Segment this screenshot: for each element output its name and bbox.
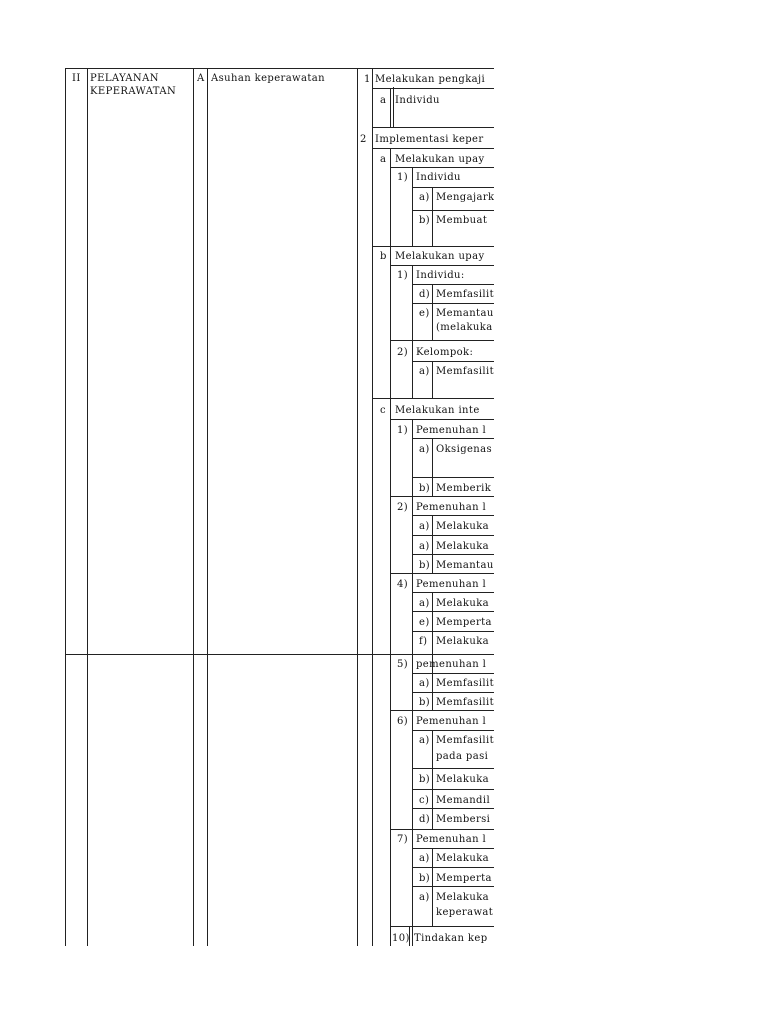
table-cell-text: Melakuka: [436, 636, 490, 647]
grid-line: [412, 361, 494, 362]
table-cell-text: Melakuka: [436, 853, 490, 864]
table-cell-text: Memfasilit: [436, 289, 494, 300]
grid-line: [372, 148, 494, 149]
grid-line: [390, 573, 494, 574]
table-cell-text: Kelompok:: [416, 347, 474, 358]
grid-line: [390, 340, 494, 341]
table-cell-text: Melakuka: [436, 774, 490, 785]
table-cell-text: Melakuka: [436, 598, 490, 609]
table-cell-text: Membuat: [436, 215, 488, 226]
grid-line: [432, 515, 433, 573]
table-cell-text: b: [380, 251, 387, 262]
table-cell-text: 1: [364, 74, 371, 85]
table-cell-text: Memberik: [436, 483, 492, 494]
table-cell-text: Memantau: [436, 560, 494, 571]
table-cell-text: d): [419, 814, 431, 825]
grid-line: [372, 246, 494, 247]
grid-line: [372, 398, 494, 399]
grid-line: [412, 673, 494, 674]
grid-line: [393, 87, 394, 127]
grid-line: [432, 361, 433, 398]
table-cell-text: 1): [397, 172, 409, 183]
grid-line: [412, 730, 494, 731]
table-cell-text: Memperta: [436, 617, 492, 628]
grid-line: [432, 592, 433, 654]
grid-line: [412, 848, 494, 849]
table-cell-text: Tindakan kep: [414, 933, 488, 944]
table-cell-text: 4): [397, 579, 409, 590]
grid-line: [390, 167, 494, 168]
table-cell-text: b): [419, 873, 431, 884]
table-cell-text: Memperta: [436, 873, 492, 884]
grid-line: [412, 438, 494, 439]
table-cell-text: a): [419, 678, 430, 689]
table-cell-text: 1): [397, 425, 409, 436]
grid-line: [390, 829, 494, 830]
table-cell-text: Melakukan upay: [395, 154, 485, 165]
grid-line: [193, 68, 194, 946]
grid-line: [65, 654, 372, 655]
table-cell-text: b): [419, 774, 431, 785]
grid-line: [390, 419, 494, 420]
table-cell-text: a): [419, 892, 430, 903]
grid-line: [207, 68, 208, 946]
grid-line: [412, 210, 494, 211]
grid-line: [432, 848, 433, 926]
table-cell-text: e): [419, 617, 430, 628]
table-cell-text: 2): [397, 347, 409, 358]
grid-line: [412, 592, 494, 593]
table-cell-text: Individu: [416, 172, 461, 183]
table-cell-text: Pemenuhan l: [416, 834, 487, 845]
table-cell-text: Memantau: [436, 308, 494, 319]
grid-line: [390, 148, 391, 246]
table-cell-text: Melakuka: [436, 541, 490, 552]
table-cell-text: 7): [397, 834, 409, 845]
grid-line: [432, 730, 433, 829]
grid-line: [412, 808, 494, 809]
grid-line: [412, 187, 494, 188]
table-cell-text: 6): [397, 716, 409, 727]
grid-line: [390, 710, 494, 711]
grid-line: [412, 535, 494, 536]
grid-line: [65, 68, 66, 946]
table-cell-text: pemenuhan l: [416, 659, 487, 670]
grid-line: [372, 88, 494, 89]
table-cell-text: Individu: [395, 95, 440, 106]
table-cell-text: b): [419, 483, 431, 494]
section-title-line2: KEPERAWATAN: [90, 86, 177, 97]
grid-line: [390, 246, 391, 398]
table-cell-text: c: [380, 405, 387, 416]
table-cell-text: pada pasi: [436, 751, 489, 762]
grid-line: [390, 654, 391, 946]
grid-line: [432, 187, 433, 246]
grid-line: [412, 303, 494, 304]
table-cell-text: a): [419, 853, 430, 864]
table-cell-text: f): [419, 636, 428, 647]
grid-line: [390, 496, 494, 497]
grid-line: [412, 867, 494, 868]
table-cell-text: 10): [392, 933, 410, 944]
table-cell-text: 2): [397, 502, 409, 513]
table-cell-text: (melakuka: [436, 322, 493, 333]
roman-number: II: [72, 73, 81, 84]
table-cell-text: Memfasilit: [436, 697, 494, 708]
table-cell-text: Melakuka: [436, 521, 490, 532]
table-cell-text: Pemenuhan l: [416, 716, 487, 727]
table-cell-text: Melakuka: [436, 892, 490, 903]
table-cell-text: b): [419, 697, 431, 708]
grid-line: [412, 284, 494, 285]
table-cell-text: e): [419, 308, 430, 319]
grid-line: [372, 127, 494, 128]
table-cell-text: Pemenuhan l: [416, 579, 487, 590]
table-cell-text: Pemenuhan l: [416, 502, 487, 513]
table-cell-text: Pemenuhan l: [416, 425, 487, 436]
table-cell-text: a): [419, 192, 430, 203]
grid-line: [412, 789, 494, 790]
grid-line: [412, 886, 494, 887]
grid-line: [390, 926, 494, 927]
table-cell-text: 2: [360, 134, 367, 145]
table-cell-text: keperawat: [436, 907, 494, 918]
grid-line: [412, 515, 494, 516]
table-cell-text: Memandil: [436, 795, 491, 806]
grid-line: [412, 554, 494, 555]
section-title-line1: PELAYANAN: [90, 73, 159, 84]
table-cell-text: Memfasilit: [436, 678, 494, 689]
table-cell-text: Implementasi keper: [375, 134, 484, 145]
grid-line: [432, 438, 433, 496]
table-cell-text: Memfasilit: [436, 366, 494, 377]
subsection-title: Asuhan keperawatan: [211, 73, 325, 84]
table-cell-text: Memfasilit: [436, 735, 494, 746]
grid-line: [390, 398, 391, 654]
grid-line: [412, 611, 494, 612]
table-cell-text: b): [419, 560, 431, 571]
table-cell-text: Melakukan inte: [395, 405, 480, 416]
table-cell-text: 5): [397, 659, 409, 670]
table-cell-text: Melakukan upay: [395, 251, 485, 262]
grid-line: [412, 419, 413, 654]
table-cell-text: Individu:: [416, 270, 465, 281]
table-cell-text: a: [380, 95, 387, 106]
grid-line: [65, 68, 494, 69]
grid-line: [412, 654, 413, 946]
grid-line: [412, 692, 494, 693]
table-cell-text: Oksigenas: [436, 444, 493, 455]
grid-line: [87, 68, 88, 946]
table-cell-text: a): [419, 541, 430, 552]
grid-line: [372, 68, 373, 946]
grid-line: [390, 265, 494, 266]
table-cell-text: a: [380, 154, 387, 165]
grid-line: [412, 167, 413, 246]
table-cell-text: a): [419, 735, 430, 746]
grid-line: [357, 68, 358, 946]
table-cell-text: a): [419, 598, 430, 609]
table-cell-text: d): [419, 289, 431, 300]
grid-line: [390, 88, 391, 127]
subsection-letter: A: [197, 73, 205, 84]
grid-line: [412, 631, 494, 632]
table-cell-text: 1): [397, 270, 409, 281]
grid-line: [412, 768, 494, 769]
table-cell-text: a): [419, 521, 430, 532]
grid-line: [432, 284, 433, 340]
table-cell-text: Mengajark: [436, 192, 494, 203]
table-cell-text: Membersi: [436, 814, 491, 825]
table-cell-text: a): [419, 366, 430, 377]
table-cell-text: c): [419, 795, 430, 806]
table-cell-text: Melakukan pengkaji: [375, 74, 486, 85]
table-cell-text: a): [419, 444, 430, 455]
grid-line: [412, 477, 494, 478]
table-cell-text: b): [419, 215, 431, 226]
